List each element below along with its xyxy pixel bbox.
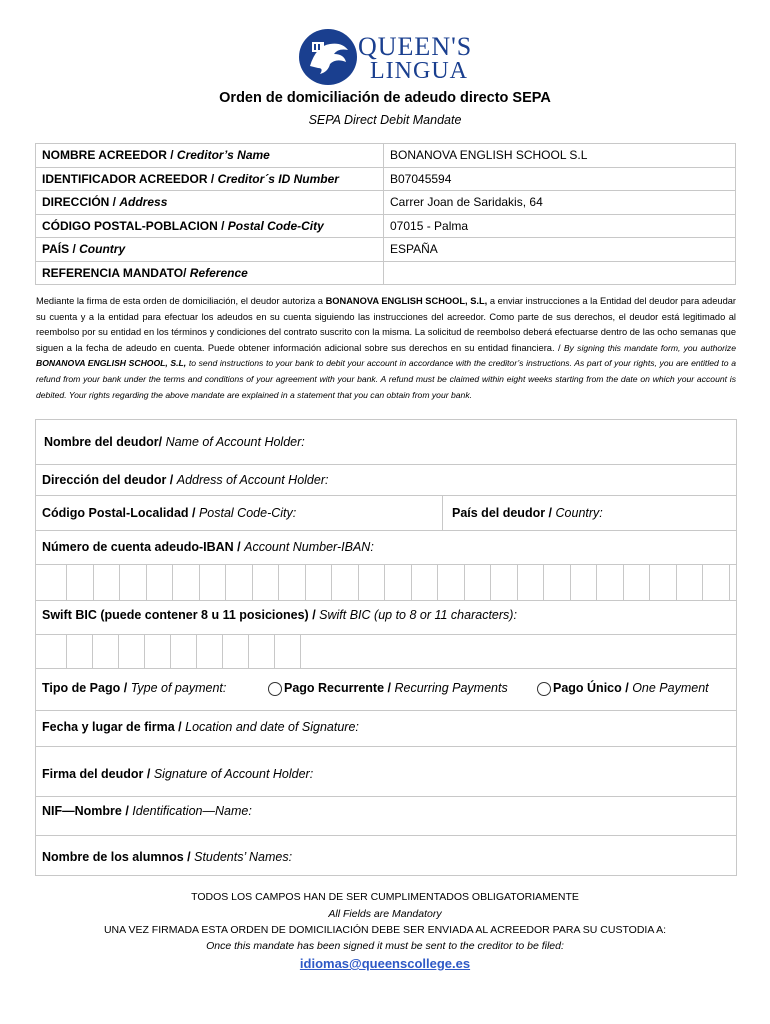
divider — [36, 835, 736, 836]
character-box-divider — [384, 564, 385, 600]
creditor-row-id — [36, 167, 736, 191]
label-es: NIF—Nombre / — [42, 804, 129, 818]
label-en: Recurring Payments — [394, 681, 508, 695]
divider — [36, 600, 736, 601]
character-box-divider — [305, 564, 306, 600]
label-en: Address of Account Holder: — [176, 473, 329, 487]
holder-signature-field[interactable] — [42, 767, 313, 781]
creditor-label-es: CÓDIGO POSTAL-POBLACION / — [42, 218, 225, 233]
footer-mandatory-es: TODOS LOS CAMPOS HAN DE SER CUMPLIMENTADOS OBLIGATORIAMENTE — [191, 891, 579, 903]
divider — [36, 668, 736, 669]
swift-label — [42, 608, 517, 622]
label-en: Name of Account Holder: — [165, 435, 305, 449]
character-box-divider — [649, 564, 650, 600]
character-box-divider — [543, 564, 544, 600]
logo-text-line2: LINGUA — [370, 58, 468, 84]
label-es: Dirección del deudor / — [42, 473, 174, 487]
creditor-label-en: Reference — [189, 265, 248, 280]
legal-en-part1: By signing this mandate form, you authorize — [563, 342, 736, 353]
creditor-label-en: Creditor’s Name — [176, 148, 270, 163]
creditor-label-es: NOMBRE ACREEDOR / — [42, 148, 174, 163]
character-box-divider — [66, 564, 67, 600]
character-box-divider — [118, 634, 119, 668]
label-en: Students’ Names: — [194, 850, 293, 864]
character-box-divider — [411, 564, 412, 600]
label-es: Número de cuenta adeudo-IBAN / — [42, 540, 241, 554]
creditor-label-es: PAÍS / — [42, 242, 76, 257]
label-en: Type of payment: — [130, 681, 227, 695]
nif-name-field[interactable] — [42, 804, 252, 818]
character-box-divider — [199, 564, 200, 600]
creditor-label-es: IDENTIFICADOR ACREEDOR / — [42, 171, 215, 186]
character-box-divider — [274, 634, 275, 668]
page-title: Orden de domiciliación de adeudo directo SEPA — [219, 90, 551, 106]
creditor-label-es: REFERENCIA MANDATO/ — [42, 265, 187, 280]
character-box-divider — [146, 564, 147, 600]
character-box-divider — [170, 634, 171, 668]
page-subtitle: SEPA Direct Debit Mandate — [308, 113, 462, 127]
character-box-divider — [702, 564, 703, 600]
logo — [298, 28, 478, 86]
character-box-divider — [596, 564, 597, 600]
character-box-divider — [252, 564, 253, 600]
payment-type-label — [42, 681, 226, 695]
holder-name-field[interactable] — [44, 435, 305, 449]
footer-send-en: Once this mandate has been signed it must be sent to the creditor to be filed: — [206, 940, 564, 952]
creditor-label-en: Creditor´s ID Number — [217, 171, 339, 186]
legal-text — [36, 294, 736, 403]
character-box-divider — [172, 564, 173, 600]
creditor-row-country — [36, 238, 736, 262]
label-en: Account Number-IBAN: — [244, 540, 374, 554]
creditor-value: BONANOVA ENGLISH SCHOOL S.L — [384, 144, 736, 168]
recurring-payment-radio[interactable] — [268, 682, 282, 696]
label-en: One Payment — [632, 681, 709, 695]
label-es: Fecha y lugar de firma / — [42, 720, 182, 734]
creditor-row-reference — [36, 261, 736, 285]
country-field[interactable] — [452, 506, 603, 520]
label-es: Nombre del deudor/ — [44, 435, 163, 449]
creditor-row-address — [36, 191, 736, 215]
label-en: Swift BIC (up to 8 or 11 characters): — [319, 608, 517, 622]
character-box-divider — [437, 564, 438, 600]
divider — [442, 495, 443, 530]
creditor-value: Carrer Joan de Saridakis, 64 — [384, 191, 736, 215]
logo-text-line1: QUEEN'S — [358, 32, 473, 61]
character-box-divider — [119, 564, 120, 600]
divider — [36, 464, 736, 465]
label-es: Pago Único / — [553, 681, 629, 695]
character-box-divider — [66, 634, 67, 668]
character-box-divider — [358, 564, 359, 600]
creditor-row-name — [36, 144, 736, 168]
label-es: Nombre de los alumnos / — [42, 850, 191, 864]
creditor-label-en: Country — [79, 242, 126, 257]
character-box-divider — [490, 564, 491, 600]
character-box-divider — [729, 564, 730, 600]
footer-mandatory-en: All Fields are Mandatory — [328, 908, 442, 920]
character-box-divider — [222, 634, 223, 668]
legal-en-part2: to send instructions to your bank to debit your account in accordance with the creditor’s instructions. As part of your rights, you are entitled to a refund from your bank under the terms and conditions of your agreement with your bank. A refund must be claimed within eight weeks starting from the date on which your account is debited. Your rights regarding the above mandate are explained in a statement that you can obtain from your bank. — [36, 358, 736, 400]
divider — [36, 796, 736, 797]
legal-es-company: BONANOVA ENGLISH SCHOOL, S.L, — [325, 296, 488, 306]
footer-send-es: UNA VEZ FIRMADA ESTA ORDEN DE DOMICILIACIÓN DEBE SER ENVIADA AL ACREEDOR PARA SU CUSTODIA A: — [103, 924, 667, 936]
character-box-divider — [144, 634, 145, 668]
label-es: Pago Recurrente / — [284, 681, 391, 695]
character-box-divider — [278, 564, 279, 600]
legal-es-part1: Mediante la firma de esta orden de domiciliación, el deudor autoriza a — [36, 296, 326, 306]
griffin-logo-icon — [298, 28, 358, 86]
label-es: Firma del deudor / — [42, 767, 151, 781]
label-en: Location and date of Signature: — [185, 720, 359, 734]
divider — [36, 495, 736, 496]
character-box-divider — [300, 634, 301, 668]
label-en: Identification—Name: — [132, 804, 252, 818]
character-box-divider — [676, 564, 677, 600]
character-box-divider — [196, 634, 197, 668]
character-box-divider — [464, 564, 465, 600]
label-es: Swift BIC (puede contener 8 u 11 posiciones) / — [42, 608, 316, 622]
character-box-divider — [331, 564, 332, 600]
character-box-divider — [623, 564, 624, 600]
character-box-divider — [93, 564, 94, 600]
students-names-field[interactable] — [42, 850, 292, 864]
divider — [36, 634, 736, 635]
character-box-divider — [92, 634, 93, 668]
label-es: Código Postal-Localidad / — [42, 506, 196, 520]
legal-es-part2: a enviar instrucciones a la Entidad del deudor para adeudar su cuenta y a la entidad para efectuar los adeudos en su cuenta siguiendo las instrucciones del acreedor. Como parte de sus derechos, el deudor está legitimado al reembolso por su entidad en los términos y condiciones del contrato suscrito con la misma. La solicitud de reembolso deberá efectuarse dentro de las ocho semanas que siguen a la fecha de adeudo en cuenta. Puede obtener información adicional sobre sus derechos en su entidad financiera. / — [36, 296, 737, 353]
creditor-value: 07015 - Palma — [384, 214, 736, 238]
creditor-label-es: DIRECCIÓN / — [42, 195, 117, 210]
divider — [36, 710, 736, 711]
creditor-table — [35, 143, 736, 285]
divider — [36, 746, 736, 747]
email-link[interactable]: idiomas@queenscollege.es — [299, 956, 471, 971]
recurring-payment-label — [284, 681, 508, 695]
creditor-value: B07045594 — [384, 167, 736, 191]
single-payment-label — [553, 681, 709, 695]
divider — [36, 564, 736, 565]
label-en: Postal Code-City: — [198, 506, 297, 520]
character-box-divider — [517, 564, 518, 600]
character-box-divider — [570, 564, 571, 600]
creditor-value: ESPAÑA — [384, 238, 736, 262]
creditor-label-en: Address — [119, 195, 168, 210]
character-box-divider — [225, 564, 226, 600]
label-es: Tipo de Pago / — [42, 681, 128, 695]
label-en: Country: — [555, 506, 603, 520]
label-en: Signature of Account Holder: — [153, 767, 314, 781]
creditor-row-postal — [36, 214, 736, 238]
postal-code-city-field[interactable] — [42, 506, 296, 520]
holder-address-field[interactable] — [42, 473, 328, 487]
iban-label — [42, 540, 374, 554]
character-box-divider — [248, 634, 249, 668]
label-es: País del deudor / — [452, 506, 553, 520]
signature-date-field[interactable] — [42, 720, 359, 734]
divider — [36, 530, 736, 531]
creditor-label-en: Postal Code-City — [227, 218, 324, 233]
single-payment-radio[interactable] — [537, 682, 551, 696]
legal-en-company: BONANOVA ENGLISH SCHOOL, S.L, — [36, 358, 187, 369]
debtor-form — [35, 419, 737, 876]
reference-field[interactable] — [384, 261, 736, 285]
